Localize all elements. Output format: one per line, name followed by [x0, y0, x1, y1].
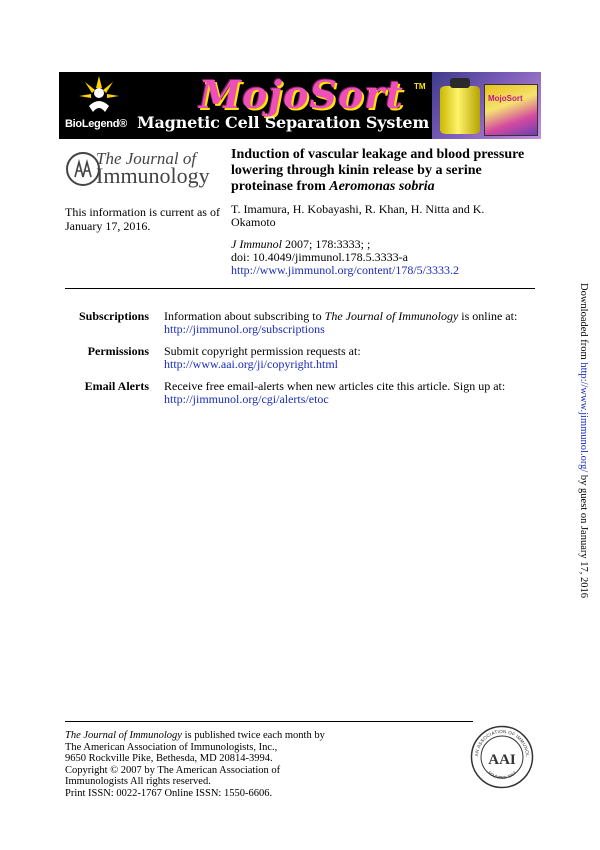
article-doi: doi: 10.4049/jimmunol.178.5.3333-a	[231, 250, 408, 264]
article-url-link[interactable]: http://www.jimmunol.org/content/178/5/3333.2	[231, 263, 459, 277]
product-box-icon	[484, 84, 538, 136]
journal-logo-the: The Journal of	[96, 149, 197, 168]
side-note-link[interactable]: http://www.jimmunol.org/	[578, 362, 589, 473]
product-image	[432, 72, 541, 139]
article-title: Induction of vascular leakage and blood pressure lowering through kinin release by a serine proteinase from Aeromonas sobria	[231, 147, 525, 194]
article-citation	[231, 238, 531, 277]
email-alerts-text: Receive free email-alerts when new articles cite this article. Sign up at:	[164, 379, 506, 393]
subscriptions-link[interactable]: http://jimmunol.org/subscriptions	[164, 322, 325, 336]
footer-line-1: The Journal of Immunology is published twice each month by	[65, 730, 325, 741]
trademark-mark: TM	[414, 82, 426, 91]
citation-line: J Immunol 2007; 178:3333; ;	[231, 237, 371, 251]
subscriptions-text: Information about subscribing to The Journal of Immunology is online at:	[164, 309, 518, 323]
banner-tagline: Magnetic Cell Separation System	[137, 113, 430, 132]
journal-logo	[66, 149, 241, 192]
download-side-note: Downloaded from http://www.jimmunol.org/ by guest on January 17, 2016	[578, 283, 589, 598]
journal-logo-name: Immunology	[96, 163, 210, 188]
svg-text:FOUNDED 1913: FOUNDED 1913	[487, 770, 517, 781]
magnet-cap-icon	[450, 78, 470, 88]
mojosort-logo-text: MojoSort	[199, 72, 404, 117]
email-alerts-label: Email Alerts	[84, 379, 149, 393]
header-divider	[65, 288, 535, 289]
footer-line-6: Print ISSN: 0022-1767 Online ISSN: 1550-6606.	[65, 787, 273, 799]
footer-line-4: Copyright © 2007 by The American Association of	[65, 764, 281, 776]
currency-note: This information is current as of January 17, 2016.	[65, 205, 220, 233]
biolegend-figure-icon	[79, 76, 119, 116]
footer-publisher-info	[65, 730, 395, 799]
footer-line-5: Immunologists All rights reserved.	[65, 776, 211, 787]
svg-text:AMERICAN ASSOCIATION OF IMMUNO: AN ASSOCIATION OF IMMUNOL	[473, 728, 531, 758]
aai-small-seal-icon	[66, 152, 100, 186]
biolegend-brand: BioLegend®	[65, 118, 127, 130]
permissions-label: Permissions	[87, 344, 149, 358]
article-authors: T. Imamura, H. Kobayashi, R. Khan, H. Nitta and K. Okamoto	[231, 202, 485, 229]
product-box-label: MojoSort	[488, 94, 523, 103]
subscriptions-label: Subscriptions	[78, 309, 149, 323]
footer-line-3: 9650 Rockville Pike, Bethesda, MD 20814-3994.	[65, 753, 273, 764]
email-alerts-link[interactable]: http://jimmunol.org/cgi/alerts/etoc	[164, 392, 329, 406]
permissions-link[interactable]: http://www.aai.org/ji/copyright.html	[164, 357, 338, 371]
mojosort-banner-ad[interactable]	[59, 72, 541, 139]
magnet-cylinder-icon	[440, 86, 480, 134]
aai-monogram: AAI	[488, 752, 516, 768]
permissions-text: Submit copyright permission requests at:	[164, 344, 361, 358]
footer-divider	[65, 721, 473, 722]
aai-seal-icon	[470, 725, 534, 789]
footer-line-2: The American Association of Immunologists, Inc.,	[65, 741, 278, 753]
